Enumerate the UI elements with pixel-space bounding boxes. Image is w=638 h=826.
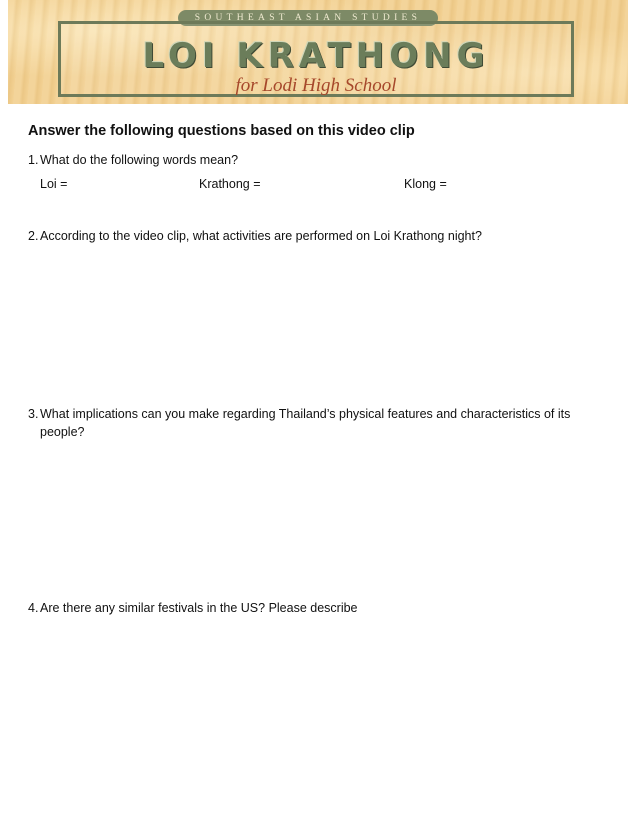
- title-frame: [58, 21, 574, 97]
- question-number: 4.: [28, 601, 39, 615]
- page-title: LOI KRATHONG: [142, 36, 490, 76]
- question-text: According to the video clip, what activities are performed on Loi Krathong night?: [40, 229, 482, 243]
- school-name: for Lodi High School: [235, 75, 397, 96]
- question-text: Are there any similar festivals in the US? Please describe: [40, 601, 358, 615]
- question-text: What implications can you make regarding Thailand’s physical features and characteristics of its people?: [40, 407, 571, 439]
- question-number: 2.: [28, 229, 39, 243]
- question-3: [28, 405, 588, 441]
- header-banner: [8, 0, 628, 104]
- question-number: 3.: [28, 407, 39, 421]
- question-number: 1.: [28, 153, 39, 167]
- question-2: [28, 227, 598, 245]
- question-text: What do the following words mean?: [40, 153, 239, 167]
- word-krathong: Krathong =: [199, 177, 261, 191]
- header-subtitle: SOUTHEAST ASIAN STUDIES: [178, 10, 438, 26]
- question-1: [28, 151, 588, 169]
- word-loi: Loi =: [40, 177, 68, 191]
- instructions-heading: Answer the following questions based on this video clip: [28, 123, 415, 139]
- word-klong: Klong =: [404, 177, 447, 191]
- question-4: [28, 599, 588, 617]
